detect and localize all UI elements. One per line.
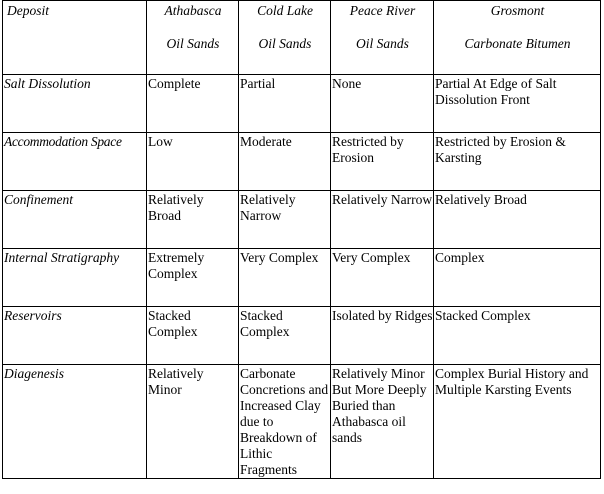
cell-grosmont: Restricted by Erosion & Karsting [434, 133, 601, 191]
header-coldlake [239, 1, 331, 75]
header-peaceriver-line2: Oil Sands [356, 36, 409, 51]
row-label-diagenesis: Diagenesis [3, 365, 147, 479]
cell-grosmont: Complex [434, 249, 601, 307]
header-grosmont-line1: Grosmont [490, 3, 545, 18]
cell-athabasca: Complete [147, 75, 239, 133]
header-deposit-label: Deposit [7, 3, 49, 18]
table-row [3, 133, 601, 191]
cell-coldlake: Stacked Complex [239, 307, 331, 365]
cell-athabasca: Stacked Complex [147, 307, 239, 365]
header-coldlake-line2: Oil Sands [258, 36, 312, 51]
table-row [3, 307, 601, 365]
cell-athabasca: Relatively Minor [147, 365, 239, 479]
header-coldlake-line1: Cold Lake [257, 3, 313, 18]
header-grosmont-line2: Carbonate Bitumen [464, 36, 571, 51]
row-label-reservoirs: Reservoirs [3, 307, 147, 365]
cell-grosmont: Relatively Broad [434, 191, 601, 249]
row-label-internal-stratigraphy: Internal Stratigraphy [3, 249, 147, 307]
header-deposit [3, 1, 147, 75]
cell-peaceriver: Relatively Narrow [331, 191, 434, 249]
cell-peaceriver: Very Complex [331, 249, 434, 307]
header-peaceriver [331, 1, 434, 75]
header-row [3, 1, 601, 75]
cell-coldlake: Moderate [239, 133, 331, 191]
header-athabasca-line2: Oil Sands [166, 36, 220, 51]
table-row [3, 75, 601, 133]
header-athabasca-line1: Athabasca [164, 3, 222, 18]
table-row [3, 365, 601, 479]
cell-coldlake: Relatively Narrow [239, 191, 331, 249]
header-peaceriver-line1: Peace River [349, 3, 416, 18]
cell-athabasca: Low [147, 133, 239, 191]
header-athabasca [147, 1, 239, 75]
cell-peaceriver: Relatively Minor But More Deeply Buried than Athabasca oil sands [331, 365, 434, 479]
table-row [3, 249, 601, 307]
cell-peaceriver: None [331, 75, 434, 133]
cell-coldlake: Very Complex [239, 249, 331, 307]
cell-coldlake: Carbonate Concretions and Increased Clay due to Breakdown of Lithic Fragments [239, 365, 331, 479]
cell-grosmont: Stacked Complex [434, 307, 601, 365]
header-grosmont [434, 1, 601, 75]
cell-coldlake: Partial [239, 75, 331, 133]
cell-grosmont: Partial At Edge of Salt Dissolution Front [434, 75, 601, 133]
row-label-accommodation-space: Accommodation Space [3, 133, 147, 191]
cell-athabasca: Extremely Complex [147, 249, 239, 307]
cell-athabasca: Relatively Broad [147, 191, 239, 249]
cell-grosmont: Complex Burial History and Multiple Karsting Events [434, 365, 601, 479]
deposit-comparison-table [2, 0, 601, 479]
cell-peaceriver: Isolated by Ridges [331, 307, 434, 365]
cell-peaceriver: Restricted by Erosion [331, 133, 434, 191]
row-label-confinement: Confinement [3, 191, 147, 249]
row-label-salt-dissolution: Salt Dissolution [3, 75, 147, 133]
table-row [3, 191, 601, 249]
